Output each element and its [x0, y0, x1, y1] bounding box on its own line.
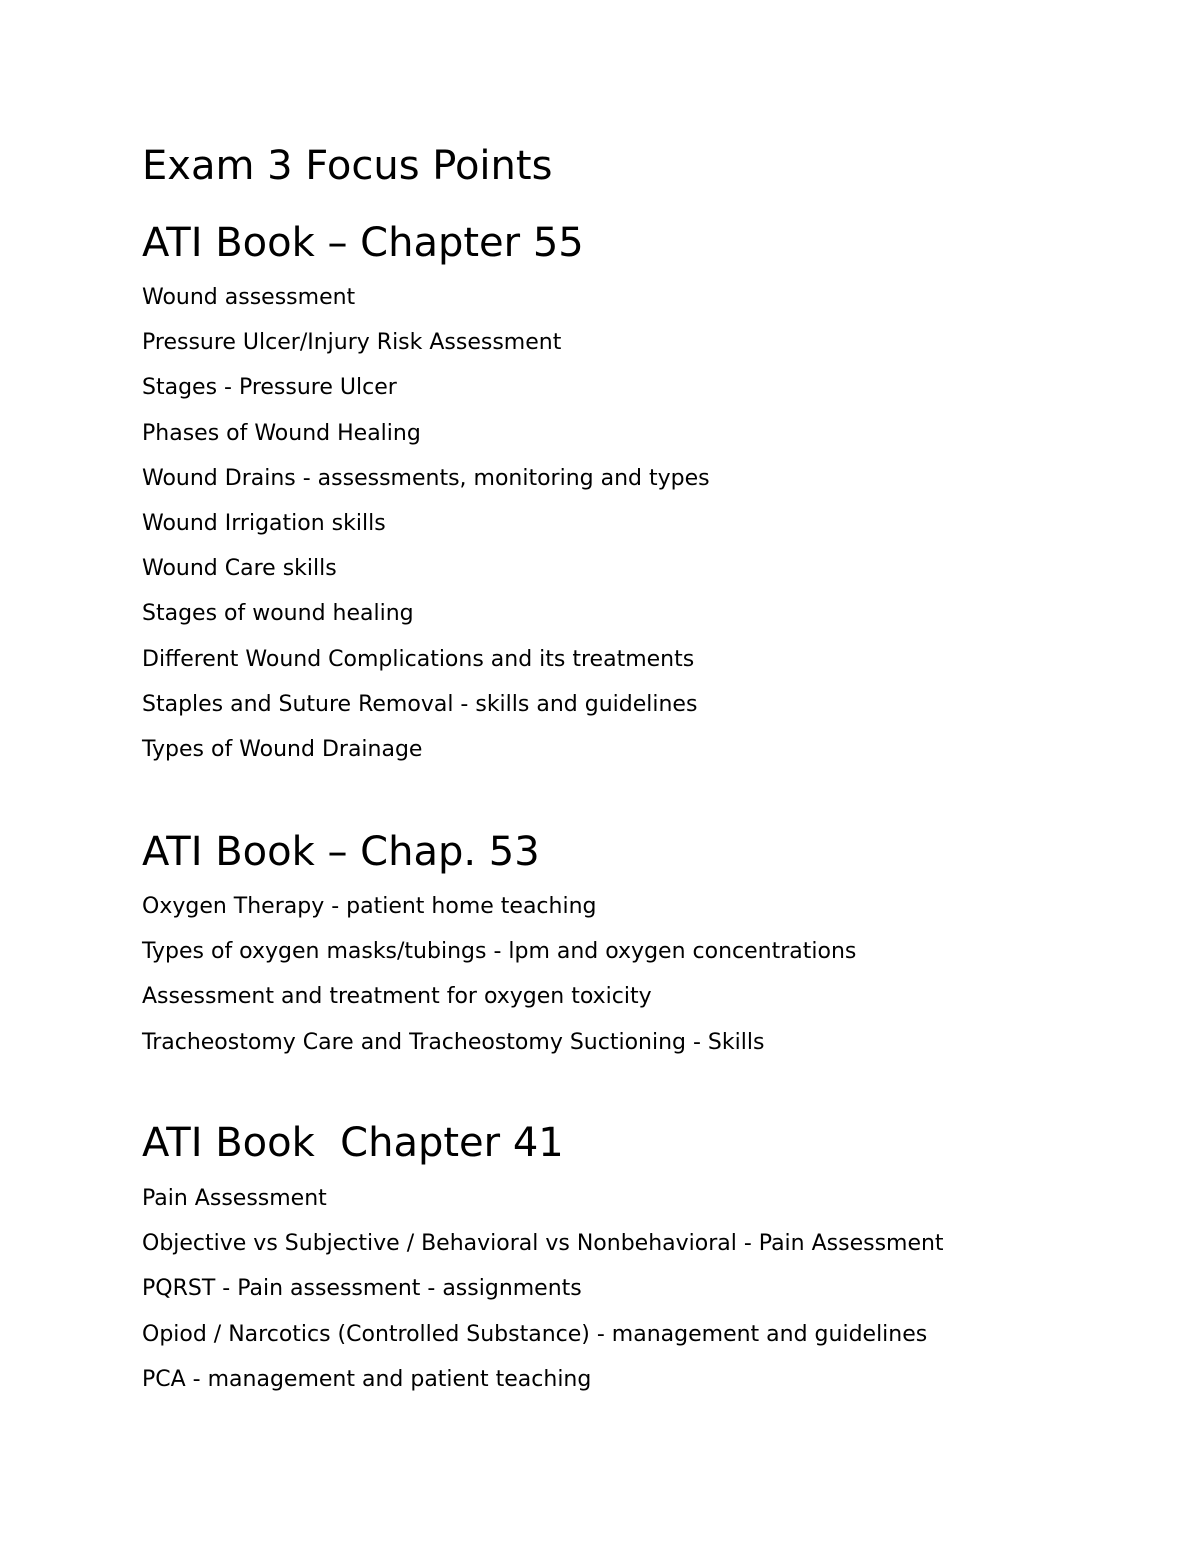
section-heading-chapter-55: ATI Book – Chapter 55	[142, 220, 584, 266]
list-item: Types of Wound Drainage	[142, 736, 423, 762]
list-item: Tracheostomy Care and Tracheostomy Suctioning - Skills	[142, 1029, 765, 1055]
list-item: Pain Assessment	[142, 1186, 327, 1211]
list-item: Oxygen Therapy - patient home teaching	[142, 894, 597, 919]
list-item: Different Wound Complications and its treatments	[142, 646, 695, 672]
list-item: Wound Care skills	[142, 556, 337, 582]
document-title: Exam 3 Focus Points	[142, 143, 553, 189]
section-list-chapter-55	[142, 283, 710, 780]
list-item: PQRST - Pain assessment - assignments	[142, 1276, 582, 1302]
list-item: Pressure Ulcer/Injury Risk Assessment	[142, 330, 562, 356]
list-item: Staples and Suture Removal - skills and guidelines	[142, 691, 698, 717]
list-item: Objective vs Subjective / Behavioral vs Nonbehavioral - Pain Assessment	[142, 1231, 944, 1257]
section-list-chapter-53	[142, 892, 856, 1073]
section-heading-chapter-41: ATI Book Chapter 41	[142, 1120, 564, 1166]
list-item: Wound Drains - assessments, monitoring and types	[142, 465, 710, 491]
list-item: Phases of Wound Healing	[142, 420, 421, 446]
section-heading-chapter-53: ATI Book – Chap. 53	[142, 829, 540, 875]
list-item: Stages of wound healing	[142, 601, 414, 627]
list-item: PCA - management and patient teaching	[142, 1366, 592, 1392]
list-item: Assessment and treatment for oxygen toxicity	[142, 984, 652, 1010]
list-item: Stages - Pressure Ulcer	[142, 375, 397, 401]
list-item: Opiod / Narcotics (Controlled Substance) - management and guidelines	[142, 1321, 928, 1347]
section-list-chapter-41	[142, 1184, 944, 1410]
list-item: Wound assessment	[142, 285, 356, 310]
list-item: Wound Irrigation skills	[142, 510, 386, 536]
list-item: Types of oxygen masks/tubings - lpm and oxygen concentrations	[142, 939, 857, 965]
